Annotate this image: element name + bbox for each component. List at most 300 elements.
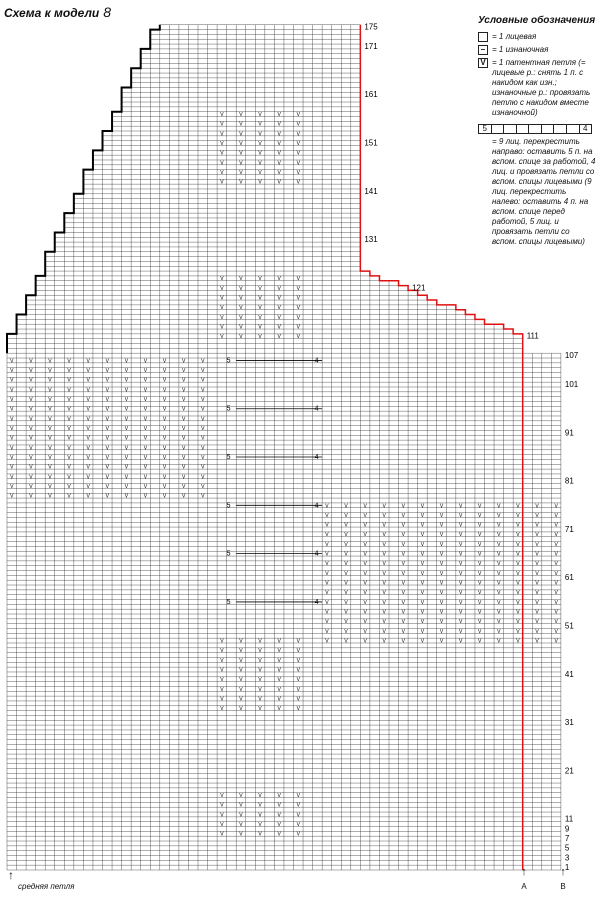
patent-stitch-mark: V [220,305,224,312]
patent-stitch-mark: V [220,121,224,128]
patent-stitch-mark: V [439,580,444,587]
patent-stitch-mark: V [239,677,243,684]
patent-stitch-mark: V [29,368,33,375]
cable-left-count: 5 [226,357,231,365]
cable-symbol-right: 4 [583,124,588,133]
patent-stitch-mark: V [439,522,444,529]
patent-stitch-mark: V [220,686,224,693]
patent-stitch-mark: V [67,396,71,403]
patent-stitch-mark: V [296,276,300,283]
patent-stitch-mark: V [105,483,109,490]
patent-stitch-mark: V [29,358,33,365]
patent-stitch-mark: V [420,599,425,606]
patent-stitch-mark: V [535,503,539,510]
row-number-label: 107 [564,351,579,361]
patent-stitch-mark: V [239,112,243,119]
patent-stitch-mark: V [258,305,262,312]
purl-symbol-icon: – [478,45,488,55]
patent-stitch-mark: V [497,522,501,529]
patent-stitch-mark: V [162,416,167,423]
patent-stitch-mark: V [535,532,539,539]
patent-stitch-mark: V [67,377,71,384]
patent-stitch-mark: V [535,512,539,519]
patent-stitch-mark: V [439,638,444,645]
patent-stitch-mark: V [143,387,148,394]
patent-stitch-mark: V [458,541,463,548]
patent-stitch-mark: V [401,590,405,597]
patent-stitch-mark: V [220,295,224,302]
patent-stitch-mark: V [258,314,262,321]
patent-stitch-mark: V [344,570,348,577]
patent-stitch-mark: V [182,483,186,490]
patent-stitch-mark: V [86,396,90,403]
patent-stitch-mark: V [363,628,367,635]
patent-stitch-mark: V [124,435,129,442]
patent-stitch-mark: V [420,503,425,510]
patent-stitch-mark: V [382,561,386,568]
patent-stitch-mark: V [201,425,205,432]
patent-stitch-mark: V [162,387,167,394]
patent-stitch-mark: V [296,314,300,321]
patent-stitch-mark: V [182,416,186,423]
patent-stitch-mark: V [143,416,148,423]
patent-stitch-mark: V [535,570,539,577]
patent-stitch-mark: V [162,358,167,365]
patent-stitch-mark: V [29,377,33,384]
patent-stitch-mark: V [478,541,482,548]
patent-stitch-mark: V [439,532,444,539]
patent-stitch-mark: V [124,416,129,423]
patent-stitch-mark: V [258,179,262,186]
patent-stitch-mark: V [29,416,33,423]
patent-stitch-mark: V [86,454,90,461]
patent-stitch-mark: V [535,609,539,616]
patent-stitch-mark: V [516,532,520,539]
patent-stitch-mark: V [497,599,501,606]
row-number-label: 5 [564,843,570,853]
patent-stitch-mark: V [401,522,405,529]
patent-stitch-mark: V [10,464,14,471]
patent-stitch-mark: V [143,435,148,442]
cable-left-count: 5 [226,550,231,558]
patent-stitch-mark: V [554,512,558,519]
patent-stitch-mark: V [182,406,186,413]
patent-stitch-mark: V [86,464,90,471]
patent-stitch-mark: V [86,377,90,384]
patent-stitch-mark: V [516,638,520,645]
patent-stitch-mark: V [478,561,482,568]
patent-stitch-mark: V [239,169,243,176]
patent-stitch-mark: V [258,812,262,819]
patent-stitch-mark: V [67,474,71,481]
patent-stitch-mark: V [10,425,14,432]
patent-stitch-mark: V [401,561,405,568]
patent-stitch-mark: V [401,532,405,539]
patent-stitch-mark: V [239,686,243,693]
patent-stitch-mark: V [29,474,33,481]
patent-stitch-mark: V [516,619,520,626]
patent-stitch-mark: V [258,131,262,138]
patent-stitch-mark: V [143,358,148,365]
patent-stitch-mark: V [48,358,52,365]
patent-stitch-mark: V [10,377,14,384]
patent-stitch-mark: V [239,802,243,809]
patent-stitch-mark: V [258,141,262,147]
patent-stitch-mark: V [325,532,329,539]
patent-stitch-mark: V [277,686,281,693]
patent-stitch-mark: V [10,358,14,365]
patent-stitch-mark: V [239,131,243,138]
patent-stitch-mark: V [162,493,167,500]
patent-stitch-mark: V [239,179,243,186]
patent-stitch-mark: V [10,406,14,413]
patent-stitch-mark: V [516,522,520,529]
patent-stitch-mark: V [296,696,300,703]
legend-item-patent-text: = 1 патентная петля (= лицевые р.: снять 1 п. с накидом как изн.; изнаночные р.: провязать петлю с накидом вместе изнаночной) [492,58,591,117]
patent-stitch-mark: V [458,532,463,539]
patent-stitch-mark: V [420,590,425,597]
patent-stitch-mark: V [478,532,482,539]
patent-stitch-mark: V [258,677,262,684]
patent-stitch-mark: V [143,377,148,384]
patent-stitch-mark: V [86,358,90,365]
patent-stitch-mark: V [67,464,71,471]
patent-stitch-mark: V [296,150,300,157]
patent-stitch-mark: V [48,416,52,423]
patent-stitch-mark: V [277,131,281,138]
patent-stitch-mark: V [182,454,186,461]
patent-stitch-mark: V [124,425,129,432]
patent-stitch-mark: V [325,628,329,635]
patent-stitch-mark: V [497,609,501,616]
patent-stitch-mark: V [220,677,224,684]
patent-stitch-mark: V [86,493,90,500]
patent-stitch-mark: V [296,169,300,176]
patent-stitch-mark: V [497,628,501,635]
patent-stitch-mark: V [344,512,348,519]
patent-stitch-mark: V [516,599,520,606]
patent-stitch-mark: V [325,570,329,577]
model-number: 8 [103,4,112,20]
patent-stitch-mark: V [143,464,148,471]
patent-stitch-mark: V [363,512,367,519]
patent-stitch-mark: V [143,454,148,461]
patent-stitch-mark: V [67,416,71,423]
patent-stitch-mark: V [29,406,33,413]
patent-stitch-mark: V [497,551,501,558]
patent-stitch-mark: V [105,406,109,413]
patent-stitch-mark: V [220,667,224,674]
patent-stitch-mark: V [439,551,444,558]
patent-stitch-mark: V [162,406,167,413]
patent-stitch-mark: V [363,551,367,558]
patent-stitch-mark: V [29,493,33,500]
patent-stitch-mark: V [105,474,109,481]
patent-stitch-mark: V [458,628,463,635]
patent-stitch-mark: V [516,551,520,558]
patent-stitch-mark: V [105,425,109,432]
patent-stitch-mark: V [554,619,558,626]
patent-stitch-mark: V [86,425,90,432]
patent-stitch-mark: V [478,551,482,558]
patent-stitch-mark: V [554,609,558,616]
patent-stitch-mark: V [296,141,300,147]
patent-stitch-mark: V [162,464,167,471]
patent-stitch-mark: V [420,522,425,529]
patent-stitch-mark: V [220,150,224,157]
patent-stitch-mark: V [162,368,167,375]
patent-stitch-mark: V [201,387,205,394]
patent-stitch-mark: V [220,812,224,819]
patent-stitch-mark: V [258,638,262,645]
patent-stitch-mark: V [143,445,148,452]
legend-item-patent [478,58,596,118]
row-number-label: 31 [564,718,574,728]
patent-stitch-mark: V [105,368,109,375]
patent-stitch-mark: V [29,387,33,394]
patent-stitch-mark: V [277,112,281,119]
patent-stitch-mark: V [258,802,262,809]
patent-stitch-mark: V [325,599,329,606]
patent-stitch-mark: V [535,619,539,626]
patent-stitch-mark: V [258,686,262,693]
patent-stitch-mark: V [48,464,52,471]
marker-a-arrow-icon: ↑ [521,866,527,878]
patent-stitch-mark: V [201,493,205,500]
patent-stitch-mark: V [239,285,243,292]
row-number-label: 121 [412,283,426,293]
patent-stitch-mark: V [277,314,281,321]
patent-stitch-mark: V [220,696,224,703]
patent-stitch-mark: V [239,696,243,703]
patent-stitch-mark: V [105,387,109,394]
marker-a-label: A [521,882,527,891]
patent-stitch-mark: V [277,657,281,664]
patent-stitch-mark: V [258,696,262,703]
patent-stitch-mark: V [29,483,33,490]
patent-stitch-mark: V [363,561,367,568]
cable-right-count: 4 [314,454,319,462]
patent-stitch-mark: V [458,503,463,510]
patent-stitch-mark: V [497,570,501,577]
patent-stitch-mark: V [29,425,33,432]
patent-stitch-mark: V [239,324,243,331]
patent-stitch-mark: V [258,285,262,292]
patent-stitch-mark: V [554,599,558,606]
patent-stitch-mark: V [344,522,348,529]
patent-stitch-mark: V [277,696,281,703]
patent-stitch-mark: V [201,396,205,403]
patent-stitch-mark: V [124,406,129,413]
patent-stitch-mark: V [277,831,281,838]
patent-stitch-mark: V [258,324,262,331]
patent-stitch-mark: V [239,276,243,283]
patent-stitch-mark: V [220,131,224,138]
patent-stitch-mark: V [220,657,224,664]
row-number-label: 81 [564,476,574,486]
patent-stitch-mark: V [344,619,348,626]
center-stitch-label: средняя петля [18,882,75,891]
patent-stitch-mark: V [10,387,14,394]
patent-stitch-mark: V [86,387,90,394]
patent-stitch-mark: V [554,503,558,510]
patent-stitch-mark: V [124,377,129,384]
patent-stitch-mark: V [344,580,348,587]
patent-stitch-mark: V [220,179,224,186]
patent-stitch-mark: V [325,590,329,597]
patent-stitch-mark: V [86,406,90,413]
patent-stitch-mark: V [439,512,444,519]
patent-stitch-mark: V [363,503,367,510]
legend-item-knit-text: = 1 лицевая [492,32,537,41]
patent-stitch-mark: V [258,706,262,713]
patent-stitch-mark: V [516,609,520,616]
legend-title: Условные обозначения [478,15,596,26]
patent-stitch-mark: V [344,599,348,606]
patent-stitch-mark: V [182,377,186,384]
patent-stitch-mark: V [458,609,463,616]
patent-stitch-mark: V [296,802,300,809]
patent-stitch-mark: V [535,599,539,606]
patent-stitch-mark: V [220,169,224,176]
patent-stitch-mark: V [478,628,482,635]
patent-stitch-mark: V [182,435,186,442]
patent-stitch-mark: V [86,435,90,442]
patent-stitch-mark: V [48,474,52,481]
patent-stitch-mark: V [277,677,281,684]
patent-stitch-mark: V [239,305,243,312]
patent-stitch-mark: V [420,512,425,519]
cable-left-count: 5 [226,405,231,413]
patent-stitch-mark: V [296,285,300,292]
patent-stitch-mark: V [325,541,329,548]
patent-stitch-mark: V [420,532,425,539]
cable-symbol-left: 5 [479,125,492,133]
patent-stitch-mark: V [67,483,71,490]
patent-stitch-mark: V [325,551,329,558]
patent-stitch-mark: V [162,377,167,384]
patent-stitch-mark: V [296,793,300,800]
patent-stitch-mark: V [363,522,367,529]
patent-stitch-mark: V [48,387,52,394]
patent-stitch-mark: V [220,822,224,829]
patent-stitch-mark: V [105,493,109,500]
row-number-label: 21 [564,766,574,776]
patent-stitch-mark: V [182,368,186,375]
patent-stitch-mark: V [124,454,129,461]
patent-stitch-mark: V [277,802,281,809]
patent-stitch-mark: V [239,121,243,128]
patent-stitch-mark: V [258,657,262,664]
patent-stitch-mark: V [420,609,425,616]
patent-stitch-mark: V [239,295,243,302]
patent-stitch-mark: V [67,406,71,413]
patent-stitch-mark: V [220,648,224,655]
patent-stitch-mark: V [182,396,186,403]
patent-stitch-mark: V [420,638,425,645]
patent-stitch-mark: V [458,551,463,558]
legend-item-purl [478,45,596,55]
patent-stitch-mark: V [124,368,129,375]
row-number-label: 161 [364,90,378,100]
patent-stitch-mark: V [162,445,167,452]
patent-stitch-mark: V [201,358,205,365]
patent-stitch-mark: V [325,503,329,510]
patent-stitch-mark: V [535,551,539,558]
patent-stitch-mark: V [344,541,348,548]
patent-stitch-mark: V [258,831,262,838]
marker-b-label: B [560,882,566,891]
patent-stitch-mark: V [10,396,14,403]
patent-stitch-mark: V [182,358,186,365]
patent-stitch-mark: V [478,503,482,510]
patent-stitch-mark: V [67,368,71,375]
patent-stitch-mark: V [363,619,367,626]
patent-stitch-mark: V [143,396,148,403]
patent-stitch-mark: V [363,590,367,597]
patent-stitch-mark: V [124,358,129,365]
cable-left-count: 5 [226,598,231,606]
patent-stitch-mark: V [382,532,386,539]
patent-stitch-mark: V [363,532,367,539]
patent-stitch-mark: V [325,522,329,529]
cable-right-count: 4 [314,598,319,606]
patent-stitch-mark: V [277,706,281,713]
patent-stitch-mark: V [162,483,167,490]
patent-stitch-mark: V [277,121,281,128]
patent-stitch-mark: V [201,435,205,442]
patent-stitch-mark: V [296,638,300,645]
patent-stitch-mark: V [439,628,444,635]
row-number-label: 91 [564,428,574,438]
patent-stitch-mark: V [401,551,405,558]
patent-stitch-mark: V [86,445,90,452]
cable-right-count: 4 [314,502,319,510]
patent-stitch-mark: V [325,619,329,626]
row-number-label: 51 [564,621,574,631]
patent-stitch-mark: V [86,474,90,481]
patent-stitch-mark: V [67,435,71,442]
patent-stitch-mark: V [554,522,558,529]
patent-stitch-mark: V [67,387,71,394]
patent-stitch-mark: V [296,831,300,838]
legend-item-knit [478,32,596,42]
patent-stitch-mark: V [535,590,539,597]
patent-stitch-mark: V [277,179,281,186]
patent-stitch-mark: V [478,638,482,645]
row-number-label: 3 [564,853,570,863]
patent-stitch-mark: V [516,561,520,568]
patent-stitch-mark: V [382,512,386,519]
patent-stitch-mark: V [201,474,205,481]
patent-stitch-mark: V [48,406,52,413]
patent-stitch-mark: V [535,561,539,568]
patent-stitch-mark: V [258,334,262,341]
patent-stitch-mark: V [296,667,300,674]
center-arrow-icon: ↑ [8,868,14,882]
patent-stitch-mark: V [458,570,463,577]
patent-stitch-mark: V [220,314,224,321]
patent-stitch-mark: V [201,416,205,423]
patent-stitch-mark: V [478,512,482,519]
patent-stitch-mark: V [516,541,520,548]
patent-stitch-mark: V [67,358,71,365]
patent-stitch-mark: V [182,493,186,500]
patent-stitch-mark: V [344,532,348,539]
patent-stitch-mark: V [29,464,33,471]
patent-stitch-mark: V [382,522,386,529]
patent-stitch-mark: V [86,368,90,375]
